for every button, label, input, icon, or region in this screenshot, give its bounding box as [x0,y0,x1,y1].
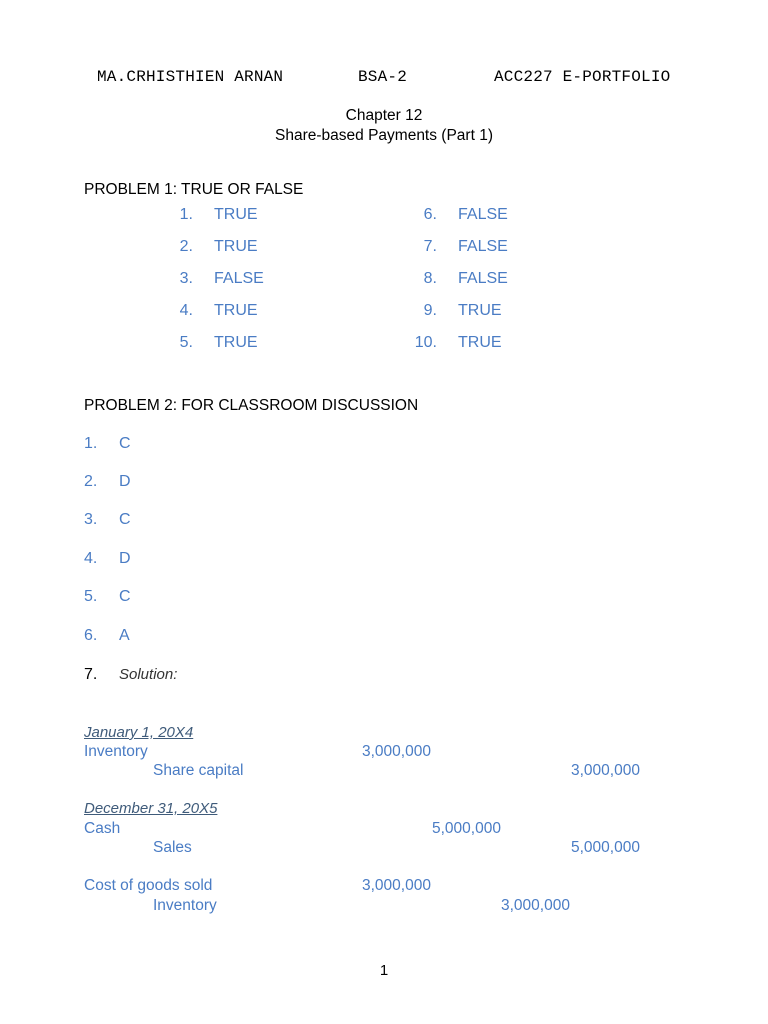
p2-item-number: 5. [84,588,98,605]
p1-item-answer: TRUE [214,334,258,351]
entry-date: January 1, 20X4 [84,724,194,741]
p1-item-answer: FALSE [458,270,508,287]
p2-item-answer: D [119,550,131,567]
p1-item-number: 10. [414,334,437,351]
p1-item-answer: FALSE [458,238,508,255]
p1-item-answer: TRUE [214,206,258,223]
course-label: ACC227 E-PORTFOLIO [494,68,671,86]
credit-account: Share capital [153,762,244,779]
p1-item-number: 8. [423,270,437,287]
p1-item-number: 6. [423,206,437,223]
entry-date: December 31, 20X5 [84,800,218,817]
problem2-heading: PROBLEM 2: FOR CLASSROOM DISCUSSION [84,397,419,414]
p2-item-number: 3. [84,511,98,528]
chapter-title: Chapter 12 [345,107,423,124]
p1-item-number: 9. [423,302,437,319]
solution-label: Solution: [119,666,178,683]
p2-item-number: 4. [84,550,98,567]
debit-amount: 3,000,000 [362,743,431,760]
p2-item-number: 1. [84,435,98,452]
p2-item-number: 2. [84,473,98,490]
p2-item-answer: A [119,627,130,644]
p1-item-answer: TRUE [458,334,502,351]
debit-account: Cash [84,820,121,837]
credit-amount: 5,000,000 [571,839,640,856]
p1-item-number: 4. [179,302,193,319]
p1-item-number: 2. [179,238,193,255]
p2-item-answer: D [119,473,131,490]
credit-account: Inventory [153,897,217,914]
p1-item-answer: TRUE [214,302,258,319]
p2-item-number: 6. [84,627,98,644]
student-name: MA.CRHISTHIEN ARNAN [97,68,284,86]
debit-amount: 5,000,000 [432,820,501,837]
p2-item-answer: C [119,511,131,528]
p1-item-number: 7. [423,238,437,255]
p1-item-answer: FALSE [458,206,508,223]
credit-amount: 3,000,000 [501,897,570,914]
debit-account: Cost of goods sold [84,877,213,894]
program-label: BSA-2 [358,68,408,86]
p1-item-answer: TRUE [458,302,502,319]
credit-amount: 3,000,000 [571,762,640,779]
p1-item-number: 3. [179,270,193,287]
p2-item7-number: 7. [84,666,98,683]
p1-item-answer: FALSE [214,270,264,287]
chapter-subtitle: Share-based Payments (Part 1) [275,127,493,144]
credit-account: Sales [153,839,192,856]
page-number: 1 [379,962,389,979]
p1-item-number: 1. [179,206,193,223]
p2-item-answer: C [119,588,131,605]
debit-account: Inventory [84,743,148,760]
p1-item-number: 5. [179,334,193,351]
debit-amount: 3,000,000 [362,877,431,894]
problem1-heading: PROBLEM 1: TRUE OR FALSE [84,181,304,198]
p2-item-answer: C [119,435,131,452]
p1-item-answer: TRUE [214,238,258,255]
